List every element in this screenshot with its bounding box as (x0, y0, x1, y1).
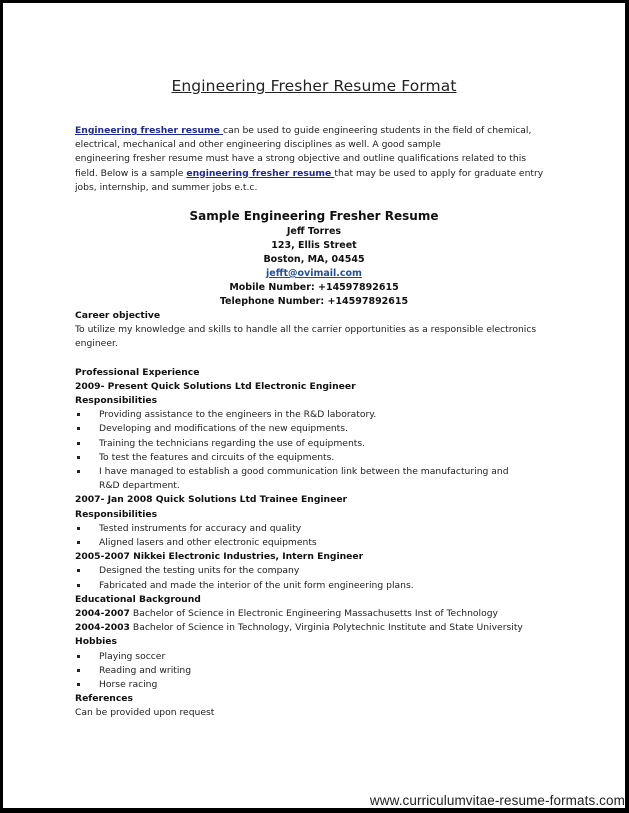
intro-text: can be used to guide engineering students in the field of chemical, (223, 125, 532, 136)
education-text: Bachelor of Science in Electronic Engineering Massachusetts Inst of Technology (129, 608, 498, 620)
career-heading: Career objective (75, 310, 161, 321)
resume-body (75, 309, 555, 721)
list-item: I have managed to establish a good communication link between the manufacturing and R&D department. (75, 465, 555, 493)
candidate-name: Jeff Torres (286, 226, 342, 237)
references-heading: References (75, 693, 133, 705)
list-item: Horse racing (75, 678, 555, 692)
intro-line-2: electrical, mechanical and other engineering disciplines as well. A good sample (75, 139, 441, 151)
list-item: Reading and writing (75, 664, 555, 678)
career-text: To utilize my knowledge and skills to handle all the carrier opportunities as a responsible electronics (75, 324, 537, 336)
education-entry (75, 621, 555, 635)
education-heading: Educational Background (75, 593, 201, 605)
list-item: Fabricated and made the interior of the unit form engineering plans. (75, 579, 555, 593)
list-item: Designed the testing units for the company (75, 564, 555, 578)
street-address: 123, Ellis Street (271, 240, 357, 251)
mobile-number: Mobile Number: +14597892615 (229, 282, 399, 293)
engineering-fresher-resume-link[interactable]: Engineering fresher resume (75, 125, 224, 136)
city-address: Boston, MA, 04545 (263, 254, 365, 265)
education-years: 2004-2003 (75, 622, 130, 634)
career-text: engineer. (75, 338, 118, 350)
resume-heading: Sample Engineering Fresher Resume (189, 209, 439, 223)
education-entry (75, 607, 555, 621)
list-item: Training the technicians regarding the use of equipments. (75, 437, 555, 451)
references-text: Can be provided upon request (75, 707, 215, 719)
job-title: 2009- Present Quick Solutions Ltd Electronic Engineer (75, 380, 356, 392)
intro-line-3: engineering fresher resume must have a strong objective and outline qualifications related to this (75, 153, 527, 165)
hobbies-heading: Hobbies (75, 636, 118, 648)
experience-heading: Professional Experience (75, 366, 200, 378)
document-title: Engineering Fresher Resume Format (171, 77, 457, 95)
responsibilities-heading: Responsibilities (75, 395, 158, 407)
responsibilities-list (75, 522, 555, 550)
job-title: 2007- Jan 2008 Quick Solutions Ltd Trainee Engineer (75, 494, 348, 506)
responsibilities-list (75, 408, 555, 493)
intro-text: that may be used to apply for graduate entry (334, 167, 544, 179)
responsibilities-heading: Responsibilities (75, 508, 158, 520)
website-watermark: www.curriculumvitae-resume-formats.com (369, 793, 625, 808)
email-link[interactable]: jefft@ovimail.com (266, 268, 362, 279)
list-item: Playing soccer (75, 650, 555, 664)
hobbies-list (75, 650, 555, 693)
education-years: 2004-2007 (75, 608, 130, 620)
document-page (3, 3, 625, 808)
list-item: To test the features and circuits of the equipments. (75, 451, 555, 465)
list-item: Providing assistance to the engineers in the R&D laboratory. (75, 408, 555, 422)
intro-paragraph (75, 124, 555, 195)
job-title: 2005-2007 Nikkei Electronic Industries, Intern Engineer (75, 551, 364, 563)
list-item: Developing and modifications of the new equipments. (75, 422, 555, 436)
responsibilities-list (75, 564, 555, 592)
telephone-number: Telephone Number: +14597892615 (219, 296, 409, 307)
intro-text: field. Below is a sample (75, 167, 187, 179)
list-item: Tested instruments for accuracy and quality (75, 522, 555, 536)
intro-line-1 (75, 124, 555, 138)
engineering-fresher-resume-link[interactable]: engineering fresher resume (186, 167, 335, 179)
intro-line-5: jobs, internship, and summer jobs e.t.c. (75, 181, 258, 193)
resume-header (3, 208, 625, 309)
list-item: Aligned lasers and other electronic equipments (75, 536, 555, 550)
education-text: Bachelor of Science in Technology, Virginia Polytechnic Institute and State University (129, 622, 523, 634)
intro-line-4 (75, 167, 555, 181)
